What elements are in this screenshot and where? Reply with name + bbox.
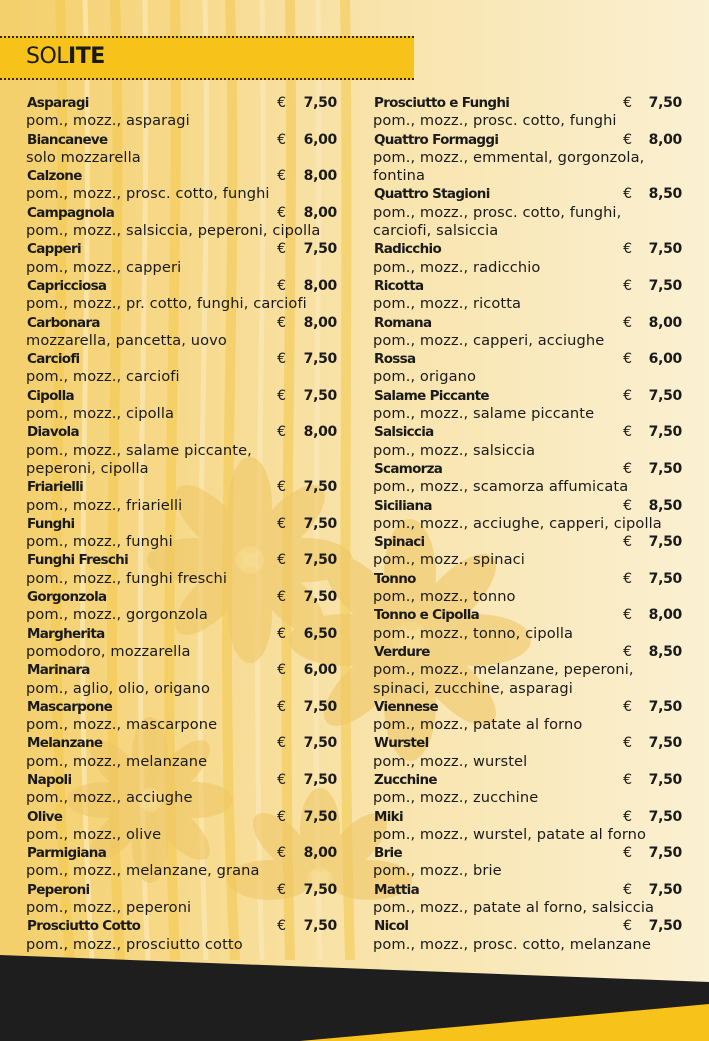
menu-item-price: 7,50 [648, 845, 682, 862]
menu-item-header [373, 917, 683, 935]
menu-item [26, 387, 338, 424]
menu-item-description: pom., mozz., prosc. cotto, funghi [373, 112, 617, 130]
menu-item-description: pom., mozz., prosc. cotto, funghi, [373, 203, 622, 221]
menu-item-price: 7,50 [303, 881, 337, 898]
menu-item [26, 204, 338, 241]
menu-item-name: Salsiccia [374, 424, 434, 441]
menu-item-name: Olive [27, 808, 63, 825]
currency-symbol: € [277, 771, 286, 788]
menu-item-price: 7,50 [648, 241, 682, 258]
menu-item-name: Romana [374, 314, 432, 331]
menu-item [373, 460, 683, 497]
menu-column-right [373, 94, 683, 954]
menu-item-price: 8,00 [303, 204, 337, 221]
menu-item-price: 7,50 [303, 698, 337, 715]
menu-item-name: Verdure [374, 643, 430, 660]
menu-item-header [373, 240, 683, 258]
menu-item-price: 7,50 [303, 241, 337, 258]
menu-item-price: 7,50 [648, 424, 682, 441]
menu-item [373, 698, 683, 735]
currency-symbol: € [623, 845, 632, 862]
menu-item-price: 7,50 [648, 95, 682, 111]
menu-item-name: Calzone [27, 168, 82, 185]
menu-item-header [373, 387, 683, 405]
menu-column-left [26, 94, 338, 954]
menu-item-header [373, 808, 683, 826]
menu-item [26, 314, 338, 351]
menu-item-name: Brie [374, 845, 402, 862]
currency-symbol: € [623, 881, 632, 898]
menu-item-header [26, 917, 338, 935]
menu-item-header [373, 350, 683, 368]
currency-symbol: € [277, 808, 286, 825]
currency-symbol: € [623, 534, 632, 551]
menu-item-price: 7,50 [648, 534, 682, 551]
menu-item-header [373, 94, 683, 112]
menu-item [26, 94, 338, 131]
currency-symbol: € [623, 698, 632, 715]
currency-symbol: € [623, 351, 632, 368]
currency-symbol: € [623, 460, 632, 477]
menu-item [26, 423, 338, 478]
menu-item-header [373, 881, 683, 899]
menu-item-description: pom., mozz., prosc. cotto, funghi [26, 185, 270, 203]
menu-item-header [26, 551, 338, 569]
menu-item-price: 8,00 [303, 277, 337, 294]
menu-item [26, 350, 338, 387]
menu-item-price: 8,00 [303, 845, 337, 862]
currency-symbol: € [623, 186, 632, 203]
menu-item-name: Campagnola [27, 204, 115, 221]
menu-item-description: spinaci, zucchine, asparagi [373, 679, 573, 697]
menu-item-price: 7,50 [303, 515, 337, 532]
menu-item-header [373, 533, 683, 551]
menu-item-name: Parmigiana [27, 845, 107, 862]
menu-item-name: Carbonara [27, 314, 100, 331]
menu-item [373, 771, 683, 808]
currency-symbol: € [623, 570, 632, 587]
menu-item-name: Marinara [27, 662, 90, 679]
menu-item-description: pom., mozz., peperoni [26, 899, 192, 917]
currency-symbol: € [277, 918, 286, 935]
menu-item-description: pom., mozz., prosc. cotto, melanzane [373, 935, 651, 953]
currency-symbol: € [623, 771, 632, 788]
menu-item [373, 94, 683, 131]
menu-item-description: pom., mozz., scamorza affumicata [373, 478, 629, 496]
menu-item-description: pom., mozz., cipolla [26, 405, 175, 423]
menu-item-header [373, 771, 683, 789]
menu-item-description: pom., mozz., friarielli [26, 496, 183, 514]
menu-item-name: Ricotta [374, 277, 424, 294]
menu-item-header [26, 588, 338, 606]
menu-item [26, 625, 338, 662]
menu-item-header [373, 460, 683, 478]
menu-item [373, 240, 683, 277]
currency-symbol: € [277, 589, 286, 606]
currency-symbol: € [623, 735, 632, 752]
menu-item [26, 167, 338, 204]
menu-item-header [26, 131, 338, 149]
menu-item [373, 497, 683, 534]
menu-item-name: Margherita [27, 625, 105, 642]
section-title-part1: SOL [26, 44, 69, 69]
menu-item-price: 6,00 [303, 662, 337, 679]
menu-item-description: pom., mozz., patate al forno [373, 716, 583, 734]
currency-symbol: € [277, 131, 286, 148]
menu-item-header [373, 185, 683, 203]
menu-item-name: Rossa [374, 351, 416, 368]
menu-item-header [373, 698, 683, 716]
currency-symbol: € [277, 95, 286, 111]
menu-item-description: pom., mozz., capperi [26, 258, 182, 276]
menu-item-header [26, 515, 338, 533]
menu-item-description: pom., mozz., melanzane, peperoni, [373, 661, 634, 679]
menu-item-name: Radicchio [374, 241, 442, 258]
currency-symbol: € [623, 607, 632, 624]
menu-item-description: pom., mozz., patate al forno, salsiccia [373, 899, 655, 917]
menu-item [373, 314, 683, 351]
currency-symbol: € [277, 662, 286, 679]
menu-item-price: 7,50 [303, 735, 337, 752]
menu-item [373, 423, 683, 460]
currency-symbol: € [623, 497, 632, 514]
menu-item [26, 478, 338, 515]
section-title-part2: ITE [68, 44, 105, 69]
menu-item-price: 6,00 [648, 351, 682, 368]
menu-item-price: 8,50 [648, 497, 682, 514]
menu-item-price: 7,50 [303, 479, 337, 496]
menu-item-header [373, 643, 683, 661]
menu-item-description: pom., mozz., tonno, cipolla [373, 624, 574, 642]
currency-symbol: € [277, 241, 286, 258]
menu-item-name: Peperoni [27, 881, 90, 898]
menu-item-price: 7,50 [303, 95, 337, 111]
menu-item-name: Capperi [27, 241, 81, 258]
menu-item-price: 7,50 [303, 808, 337, 825]
menu-item-description: pom., mozz., olive [26, 825, 162, 843]
menu-item-price: 7,50 [303, 918, 337, 935]
menu-item-header [373, 606, 683, 624]
menu-item-header [26, 204, 338, 222]
menu-item-header [26, 350, 338, 368]
menu-item [373, 808, 683, 845]
menu-item-price: 7,50 [303, 387, 337, 404]
menu-item-price: 7,50 [648, 808, 682, 825]
currency-symbol: € [623, 95, 632, 111]
menu-item-description: pom., mozz., prosciutto cotto [26, 935, 243, 953]
menu-item [26, 771, 338, 808]
currency-symbol: € [623, 918, 632, 935]
menu-item-price: 6,50 [303, 625, 337, 642]
menu-item-price: 7,50 [648, 460, 682, 477]
menu-item-name: Biancaneve [27, 131, 108, 148]
menu-item-header [373, 497, 683, 515]
menu-item-price: 7,50 [648, 918, 682, 935]
menu-item-header [373, 314, 683, 332]
menu-item-description: pom., mozz., brie [373, 862, 502, 880]
menu-item-name: Prosciutto e Funghi [374, 95, 510, 111]
menu-item-description: solo mozzarella [26, 148, 141, 166]
menu-item-name: Funghi [27, 515, 75, 532]
menu-item-description: pom., mozz., tonno [373, 588, 516, 606]
menu-item-price: 7,50 [648, 570, 682, 587]
menu-item [26, 808, 338, 845]
currency-symbol: € [623, 241, 632, 258]
currency-symbol: € [277, 881, 286, 898]
menu-item [373, 131, 683, 186]
menu-item-description: fontina [373, 167, 425, 185]
menu-item-header [26, 387, 338, 405]
menu-item [26, 844, 338, 881]
menu-item-description: pom., mozz., zucchine [373, 789, 539, 807]
menu-item-description: mozzarella, pancetta, uovo [26, 331, 227, 349]
menu-item-description: pom., mozz., wurstel [373, 752, 528, 770]
currency-symbol: € [623, 387, 632, 404]
menu-item [373, 350, 683, 387]
menu-item-description: pom., mozz., radicchio [373, 258, 541, 276]
menu-item [26, 734, 338, 771]
menu-item-description: pom., mozz., asparagi [26, 112, 190, 130]
menu-item-name: Tonno e Cipolla [374, 607, 480, 624]
menu-item-description: pom., mozz., melanzane, grana [26, 862, 260, 880]
currency-symbol: € [277, 845, 286, 862]
menu-item-price: 7,50 [303, 771, 337, 788]
menu-item-price: 8,50 [648, 186, 682, 203]
menu-item-price: 7,50 [648, 387, 682, 404]
menu-item-description: pom., mozz., funghi [26, 533, 173, 551]
menu-item-price: 7,50 [303, 589, 337, 606]
menu-item-header [26, 478, 338, 496]
menu-item-name: Quattro Stagioni [374, 186, 490, 203]
currency-symbol: € [277, 277, 286, 294]
menu-item [26, 551, 338, 588]
menu-item-price: 8,00 [648, 131, 682, 148]
menu-item-header [26, 881, 338, 899]
currency-symbol: € [623, 131, 632, 148]
menu-item-description: pom., mozz., spinaci [373, 551, 525, 569]
menu-item-name: Zucchine [374, 771, 437, 788]
menu-item-name: Diavola [27, 424, 79, 441]
menu-item [373, 917, 683, 954]
menu-item-header [26, 808, 338, 826]
currency-symbol: € [277, 387, 286, 404]
menu-item-header [26, 771, 338, 789]
menu-item-name: Tonno [374, 570, 416, 587]
currency-symbol: € [277, 515, 286, 532]
menu-item [373, 533, 683, 570]
menu-item-description: pom., mozz., ricotta [373, 295, 522, 313]
menu-item-description: pom., mozz., salame piccante, [26, 441, 252, 459]
menu-item-header [26, 734, 338, 752]
menu-item-name: Gorgonzola [27, 589, 107, 606]
currency-symbol: € [277, 314, 286, 331]
menu-item [373, 185, 683, 240]
menu-item-description: pom., origano [373, 368, 476, 386]
menu-item-price: 8,00 [303, 168, 337, 185]
currency-symbol: € [277, 204, 286, 221]
menu-item-name: Melanzane [27, 735, 103, 752]
menu-item-header [26, 167, 338, 185]
currency-symbol: € [277, 735, 286, 752]
menu-item-header [373, 844, 683, 862]
currency-symbol: € [277, 552, 286, 569]
menu-item-description: pom., mozz., acciughe [26, 789, 193, 807]
menu-item-price: 7,50 [648, 698, 682, 715]
menu-item [373, 606, 683, 643]
menu-item-price: 6,00 [303, 131, 337, 148]
currency-symbol: € [277, 625, 286, 642]
menu-item-price: 7,50 [303, 351, 337, 368]
menu-item [26, 240, 338, 277]
menu-item-name: Quattro Formaggi [374, 131, 499, 148]
menu-item-header [26, 625, 338, 643]
menu-item-name: Wurstel [374, 735, 429, 752]
menu-item-name: Cipolla [27, 387, 74, 404]
menu-item-name: Capricciosa [27, 277, 107, 294]
menu-item [373, 387, 683, 424]
menu-item-header [373, 734, 683, 752]
menu-item-name: Nicol [374, 918, 409, 935]
menu-item-description: peperoni, cipolla [26, 459, 149, 477]
menu-item [373, 844, 683, 881]
menu-item-description: pom., aglio, olio, origano [26, 679, 211, 697]
menu-item-description: pomodoro, mozzarella [26, 642, 191, 660]
menu-item-header [26, 698, 338, 716]
menu-item-header [26, 277, 338, 295]
menu-item-description: pom., mozz., salsiccia [373, 441, 536, 459]
menu-item-description: pom., mozz., capperi, acciughe [373, 331, 605, 349]
menu-item-description: pom., mozz., pr. cotto, funghi, carciofi [26, 295, 307, 313]
menu-item [26, 277, 338, 314]
menu-item-name: Salame Piccante [374, 387, 489, 404]
menu-item-description: pom., mozz., mascarpone [26, 716, 218, 734]
menu-item-name: Mascarpone [27, 698, 113, 715]
menu-item-price: 7,50 [648, 771, 682, 788]
menu-item [26, 698, 338, 735]
menu-item [26, 917, 338, 954]
menu-item-header [373, 131, 683, 149]
menu-item [26, 515, 338, 552]
menu-item-header [26, 661, 338, 679]
menu-item-name: Mattia [374, 881, 419, 898]
menu-item-price: 8,00 [648, 314, 682, 331]
menu-item-price: 7,50 [303, 552, 337, 569]
menu-item-description: pom., mozz., funghi freschi [26, 569, 227, 587]
menu-item-header [26, 94, 338, 112]
menu-item-name: Scamorza [374, 460, 443, 477]
currency-symbol: € [623, 314, 632, 331]
menu-item-description: pom., mozz., salame piccante [373, 405, 595, 423]
menu-item [26, 661, 338, 698]
menu-item [373, 881, 683, 918]
menu-item-description: carciofi, salsiccia [373, 222, 499, 240]
menu-item-name: Funghi Freschi [27, 552, 129, 569]
currency-symbol: € [623, 424, 632, 441]
menu-item-description: pom., mozz., emmental, gorgonzola, [373, 148, 645, 166]
menu-item [373, 570, 683, 607]
currency-symbol: € [277, 351, 286, 368]
menu-item-price: 8,00 [648, 607, 682, 624]
menu-item-header [26, 844, 338, 862]
section-banner [0, 36, 414, 80]
menu-item-price: 7,50 [648, 735, 682, 752]
menu-item-description: pom., mozz., acciughe, capperi, cipolla [373, 514, 662, 532]
menu-item-name: Viennese [374, 698, 438, 715]
menu-item-header [373, 423, 683, 441]
menu-item-description: pom., mozz., salsiccia, peperoni, cipolla [26, 222, 321, 240]
menu-item [373, 643, 683, 698]
menu-item-price: 8,00 [303, 314, 337, 331]
menu-item-header [373, 277, 683, 295]
menu-item-header [26, 240, 338, 258]
menu-item-description: pom., mozz., carciofi [26, 368, 180, 386]
menu-item-description: pom., mozz., gorgonzola [26, 606, 208, 624]
menu-item-name: Spinaci [374, 534, 425, 551]
menu-item [26, 588, 338, 625]
currency-symbol: € [623, 643, 632, 660]
menu-item-name: Napoli [27, 771, 72, 788]
currency-symbol: € [277, 698, 286, 715]
menu-item-name: Carciofi [27, 351, 80, 368]
menu-item [26, 881, 338, 918]
menu-item-name: Prosciutto Cotto [27, 918, 141, 935]
menu-item-header [26, 423, 338, 441]
currency-symbol: € [623, 277, 632, 294]
currency-symbol: € [623, 808, 632, 825]
menu-item [26, 131, 338, 168]
menu-item-price: 8,50 [648, 643, 682, 660]
menu-item [373, 277, 683, 314]
currency-symbol: € [277, 479, 286, 496]
section-title [26, 44, 105, 69]
menu-item-header [373, 570, 683, 588]
menu-item-name: Asparagi [27, 95, 89, 111]
menu-item-name: Friarielli [27, 479, 84, 496]
menu-item-name: Miki [374, 808, 403, 825]
menu-item-description: pom., mozz., wurstel, patate al forno [373, 825, 647, 843]
menu-item-name: Siciliana [374, 497, 432, 514]
menu-item-price: 7,50 [648, 881, 682, 898]
menu-item-description: pom., mozz., melanzane [26, 752, 208, 770]
menu-item-price: 8,00 [303, 424, 337, 441]
currency-symbol: € [277, 168, 286, 185]
menu-item-price: 7,50 [648, 277, 682, 294]
menu-item [373, 734, 683, 771]
menu-item-header [26, 314, 338, 332]
currency-symbol: € [277, 424, 286, 441]
